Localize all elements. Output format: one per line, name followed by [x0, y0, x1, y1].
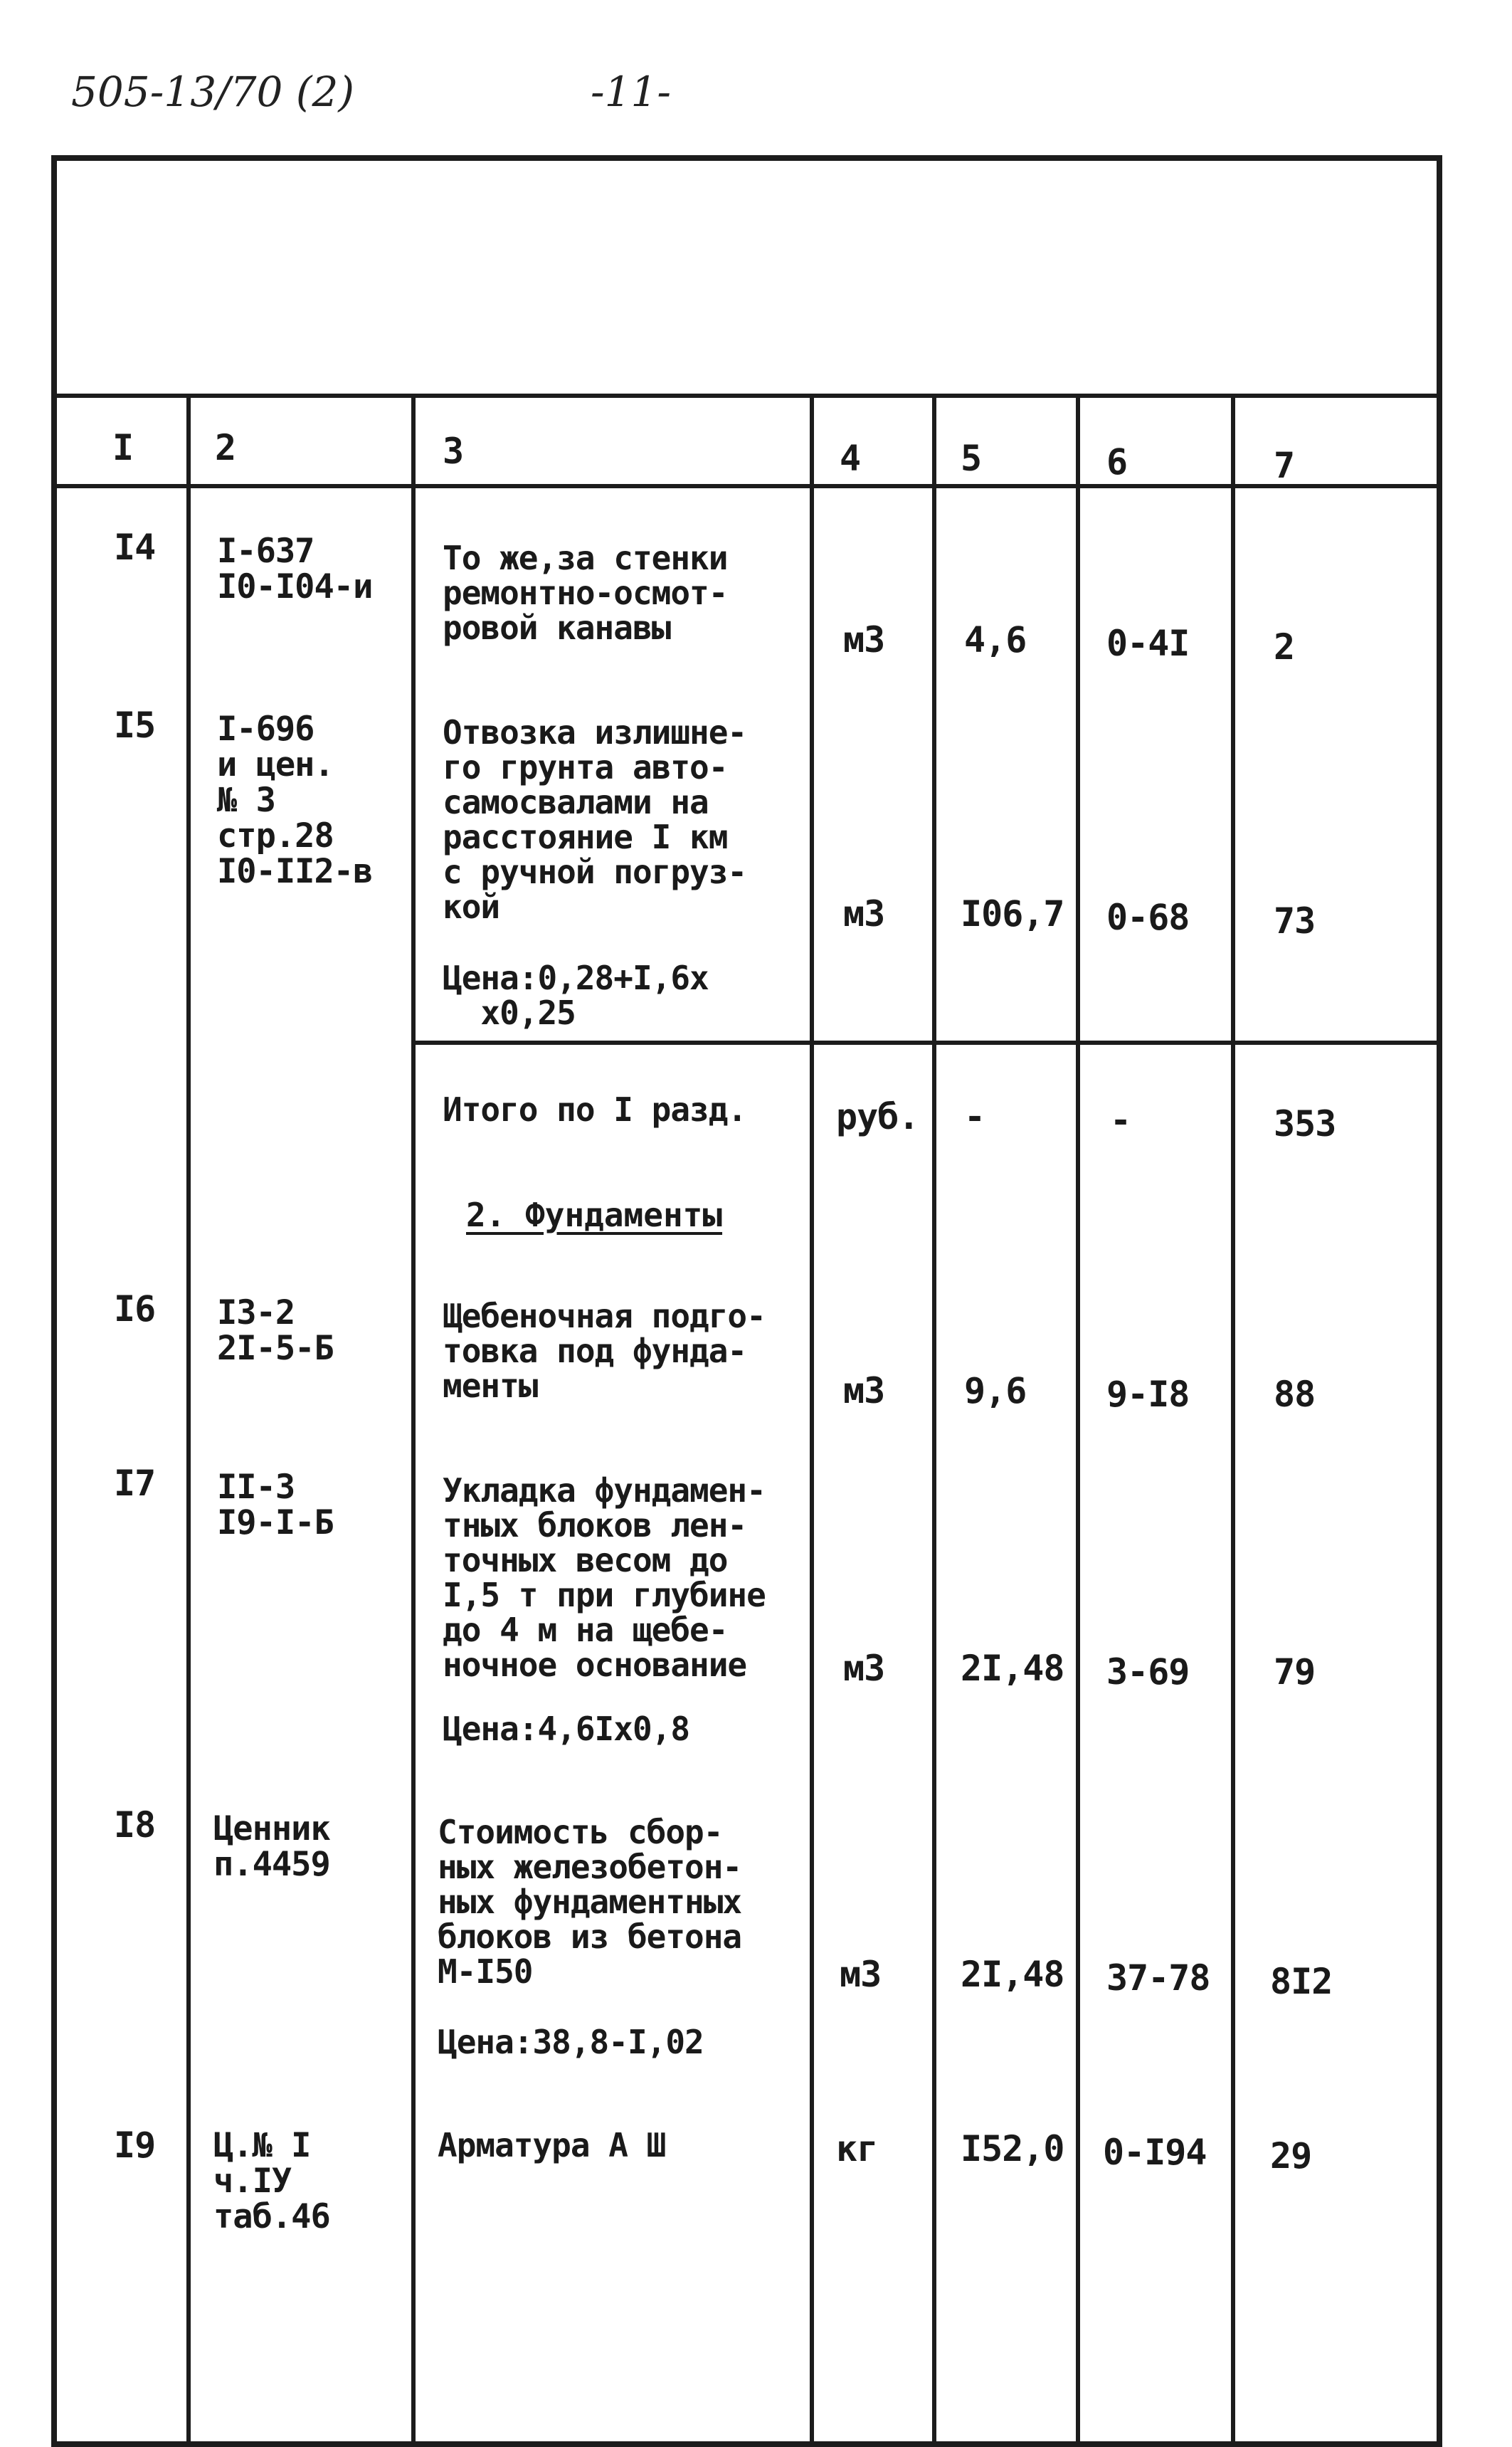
- unit-price: 9-I8: [1106, 1374, 1190, 1415]
- column-divider: [932, 396, 936, 2446]
- column-header: 7: [1274, 445, 1296, 486]
- quantity: -: [964, 1096, 985, 1137]
- total-cost: 353: [1274, 1103, 1336, 1144]
- unit: м3: [843, 619, 885, 661]
- document-code: 505-13/70 (2): [71, 68, 355, 116]
- work-description: Щебеночная подго- товка под фунда- менты: [443, 1297, 766, 1405]
- work-description: Стоимость сбор- ных железобетон- ных фундаментных блоков из бетона М-I50: [438, 1813, 742, 1991]
- quantity: 2I,48: [961, 1954, 1064, 1995]
- row-number: I8: [114, 1804, 156, 1846]
- unit: руб.: [836, 1096, 919, 1137]
- row-number: I5: [114, 705, 156, 746]
- total-cost: 29: [1270, 2135, 1312, 2177]
- column-header: 4: [840, 438, 862, 479]
- quantity: 9,6: [964, 1370, 1027, 1411]
- column-header: 5: [961, 438, 983, 479]
- norm-reference: Ц.№ I ч.IУ таб.46: [213, 2126, 330, 2236]
- unit-price: 0-I94: [1103, 2132, 1207, 2173]
- total-cost: 88: [1274, 1374, 1316, 1415]
- norm-reference: Ценник п.4459: [213, 1809, 330, 1884]
- unit: м3: [843, 1370, 885, 1411]
- quantity: 2I,48: [961, 1648, 1064, 1689]
- row-number: I4: [114, 527, 156, 568]
- row-number: I6: [114, 1288, 156, 1330]
- work-description: То же,за стенки ремонтно-осмот- ровой канавы: [443, 539, 728, 647]
- unit: кг: [836, 2128, 878, 2169]
- row-number: I9: [114, 2125, 156, 2166]
- unit: м3: [843, 893, 885, 935]
- total-cost: 79: [1274, 1651, 1316, 1693]
- column-divider: [1231, 396, 1235, 2446]
- subtotal-label: Итого по I разд.: [443, 1090, 747, 1129]
- quantity: 4,6: [964, 619, 1027, 661]
- unit: м3: [840, 1954, 882, 1995]
- column-divider: [186, 396, 191, 2446]
- total-cost: 2: [1274, 626, 1295, 668]
- unit-price: -: [1110, 1100, 1131, 1141]
- column-divider: [411, 396, 416, 2446]
- quantity: I06,7: [961, 893, 1064, 935]
- column-divider: [810, 396, 814, 2446]
- unit-price: 0-4I: [1106, 623, 1190, 664]
- unit-price: 0-68: [1106, 897, 1190, 938]
- work-description: Укладка фундамен- тных блоков лен- точных весом до I,5 т при глубине до 4 м на щебе- ночное основание: [443, 1471, 766, 1684]
- norm-reference: I-637 I0-I04-и: [217, 532, 373, 606]
- column-header: 6: [1106, 441, 1128, 483]
- row-number: I7: [114, 1463, 156, 1504]
- column-divider: [1076, 396, 1080, 2446]
- column-header: 3: [443, 431, 465, 472]
- price-note: Цена:38,8-I,02: [438, 2023, 704, 2061]
- norm-reference: I-696 и цен. № 3 стр.28 I0-II2-в: [217, 710, 373, 891]
- norm-reference: II-3 I9-I-Б: [217, 1468, 334, 1542]
- norm-reference: I3-2 2I-5-Б: [217, 1293, 334, 1368]
- unit-price: 37-78: [1106, 1957, 1210, 1999]
- unit-price: 3-69: [1106, 1651, 1190, 1693]
- unit: м3: [843, 1648, 885, 1689]
- price-note: Цена:4,6Ix0,8: [443, 1710, 690, 1748]
- price-note: Цена:0,28+I,6x x0,25: [443, 959, 709, 1032]
- total-cost: 8I2: [1270, 1961, 1333, 2002]
- page-number: -11-: [591, 68, 671, 116]
- total-cost: 73: [1274, 900, 1316, 942]
- section-title: 2. Фундаменты: [466, 1196, 723, 1234]
- work-description: Отвозка излишне- го грунта авто- самосвалами на расстояние I км с ручной погруз- кой: [443, 713, 747, 926]
- work-description: Арматура А Ш: [438, 2126, 666, 2164]
- column-header: I: [112, 427, 134, 468]
- column-header: 2: [215, 427, 237, 468]
- subtotal-rule: [413, 1041, 1441, 1045]
- quantity: I52,0: [961, 2128, 1064, 2169]
